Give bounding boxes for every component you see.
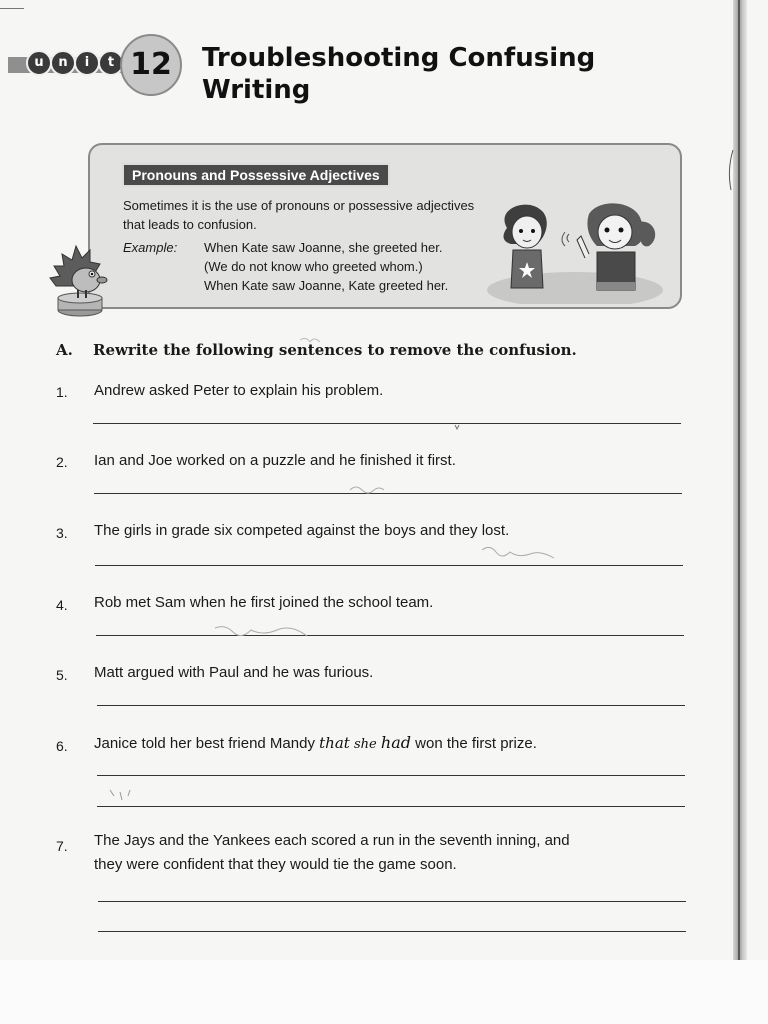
unit-label xyxy=(26,50,122,76)
question-1-number: 1. xyxy=(56,384,68,400)
question-6-text xyxy=(94,731,694,757)
answer-line-6a[interactable] xyxy=(97,775,685,776)
question-4-number: 4. xyxy=(56,597,68,613)
page-title: Troubleshooting Confusing Writing xyxy=(202,43,596,105)
question-2-text: Ian and Joe worked on a puzzle and he finished it first. xyxy=(94,452,456,469)
unit-letter-n: n xyxy=(50,50,76,76)
book-spine xyxy=(733,0,747,960)
answer-line-3[interactable] xyxy=(95,565,683,566)
example-label-text: Example: xyxy=(123,240,178,255)
question-3-number: 3. xyxy=(56,525,68,541)
answer-line-1[interactable] xyxy=(93,423,681,424)
question-6-number: 6. xyxy=(56,738,68,754)
example-line-1: When Kate saw Joanne, she greeted her. xyxy=(204,240,443,255)
example-line-3: When Kate saw Joanne, Kate greeted her. xyxy=(204,278,449,293)
answer-line-6b[interactable] xyxy=(97,806,685,807)
handwritten-that: that xyxy=(319,734,350,752)
spine-shadow-line xyxy=(738,0,740,960)
top-rule xyxy=(0,8,24,9)
unit-letter-t: t xyxy=(98,50,124,76)
question-6-text-end: won the first prize. xyxy=(415,735,537,752)
tip-text: Sometimes it is the use of pronouns or possessive adjectives that leads to confusion. xyxy=(123,198,475,232)
hedgehog-illustration xyxy=(48,236,118,318)
example-sentences xyxy=(204,238,494,295)
tip-heading: Pronouns and Possessive Adjectives xyxy=(122,163,390,187)
two-girls-illustration xyxy=(485,198,665,304)
handwritten-she: she xyxy=(353,737,377,752)
answer-line-2[interactable] xyxy=(94,493,682,494)
question-3-text: The girls in grade six competed against the boys and they lost. xyxy=(94,522,510,539)
question-5-text: Matt argued with Paul and he was furious. xyxy=(94,664,374,681)
answer-line-5[interactable] xyxy=(97,705,685,706)
question-2-number: 2. xyxy=(56,454,68,470)
answer-line-7a[interactable] xyxy=(98,901,686,902)
answer-line-4[interactable] xyxy=(96,635,684,636)
question-7-number: 7. xyxy=(56,838,68,854)
handwritten-had: had xyxy=(380,733,411,752)
section-instruction: Rewrite the following sentences to remove the confusion. xyxy=(93,341,577,359)
example-label xyxy=(123,238,177,257)
unit-letter-i: i xyxy=(74,50,100,76)
example-line-2: (We do not know who greeted whom.) xyxy=(204,259,423,274)
section-letter: A. xyxy=(56,341,73,359)
question-4-text: Rob met Sam when he first joined the school team. xyxy=(94,594,434,611)
question-7-line-2: they were confident that they would tie the game soon. xyxy=(94,856,457,873)
unit-number-badge: 12 xyxy=(120,34,182,96)
question-7-text xyxy=(94,829,694,877)
unit-letter-u: u xyxy=(26,50,52,76)
scan-margin xyxy=(0,960,768,1024)
question-7-line-1: The Jays and the Yankees each scored a run in the seventh inning, and xyxy=(94,832,570,849)
question-1-text: Andrew asked Peter to explain his problem. xyxy=(94,382,384,399)
answer-line-7b[interactable] xyxy=(98,931,686,932)
question-5-number: 5. xyxy=(56,667,68,683)
question-6-text-start: Janice told her best friend Mandy xyxy=(94,735,315,752)
